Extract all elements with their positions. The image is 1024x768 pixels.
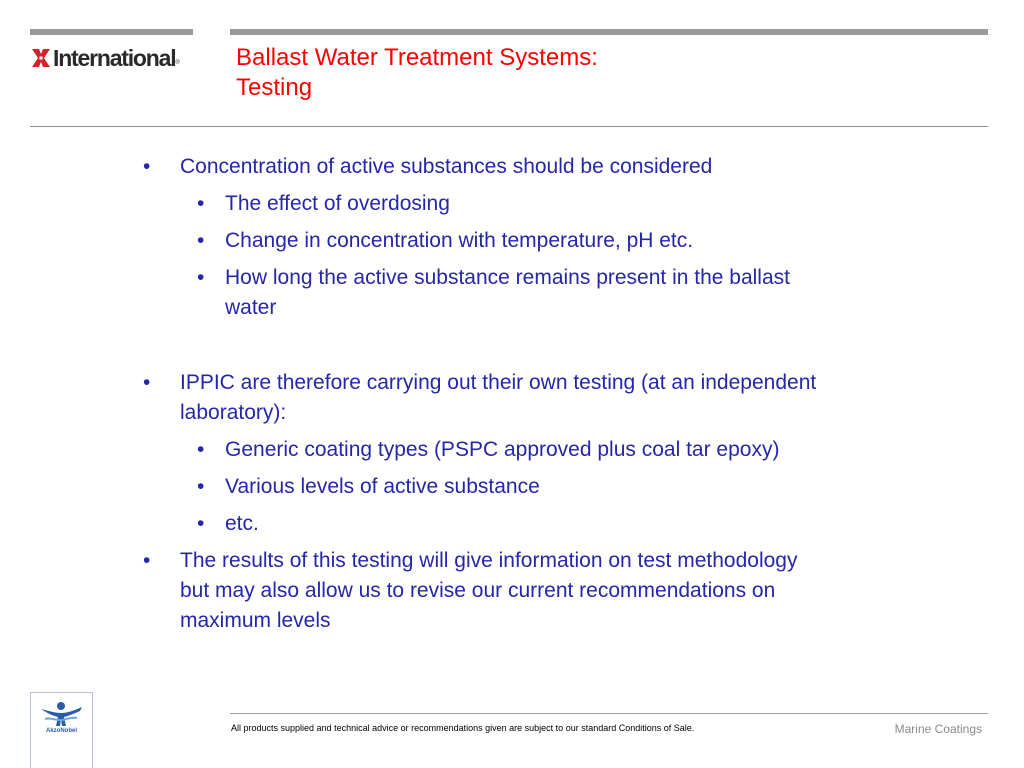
bullet-item-continuation: but may also allow us to revise our current recommendations on	[180, 579, 776, 602]
sub-bullet-item: Change in concentration with temperature, pH etc.	[225, 229, 694, 252]
sub-bullet-item: How long the active substance remains present in the ballast	[225, 266, 790, 289]
sub-bullet-item: The effect of overdosing	[225, 192, 450, 215]
akzonobel-figure-icon	[31, 695, 92, 729]
sub-bullet-marker: •	[197, 266, 205, 289]
sub-bullet-marker: •	[197, 229, 205, 252]
title-line-1: Ballast Water Treatment Systems:	[236, 44, 598, 71]
bullet-marker: •	[143, 155, 151, 178]
bullet-marker: •	[143, 549, 151, 572]
logo-registered-mark: ®	[175, 60, 180, 66]
title-line-2: Testing	[236, 74, 313, 101]
bullet-marker: •	[143, 371, 151, 394]
sub-bullet-item: etc.	[225, 512, 259, 535]
sub-bullet-marker: •	[197, 512, 205, 535]
akzonobel-logo	[30, 692, 93, 768]
bullet-item-continuation: laboratory):	[180, 401, 287, 424]
sub-bullet-item: Generic coating types (PSPC approved plus coal tar epoxy)	[225, 438, 780, 461]
logo-text: International	[53, 44, 176, 71]
footer-division-label: Marine Coatings	[894, 722, 982, 736]
footer-divider	[230, 713, 988, 714]
sub-bullet-marker: •	[197, 475, 205, 498]
sub-bullet-marker: •	[197, 192, 205, 215]
sub-bullet-marker: •	[197, 438, 205, 461]
bullet-item: The results of this testing will give information on test methodology	[180, 549, 798, 572]
sub-bullet-item-continuation: water	[225, 296, 277, 319]
bullet-item: IPPIC are therefore carrying out their own testing (at an independent	[180, 371, 817, 394]
footer-disclaimer: All products supplied and technical advice or recommendations given are subject to our standard Conditions of Sale.	[231, 723, 695, 733]
akzonobel-logo-text: AkzoNobel	[45, 728, 77, 734]
bullet-item-continuation: maximum levels	[180, 609, 331, 632]
bullet-item: Concentration of active substances should be considered	[180, 155, 713, 178]
sub-bullet-item: Various levels of active substance	[225, 475, 540, 498]
